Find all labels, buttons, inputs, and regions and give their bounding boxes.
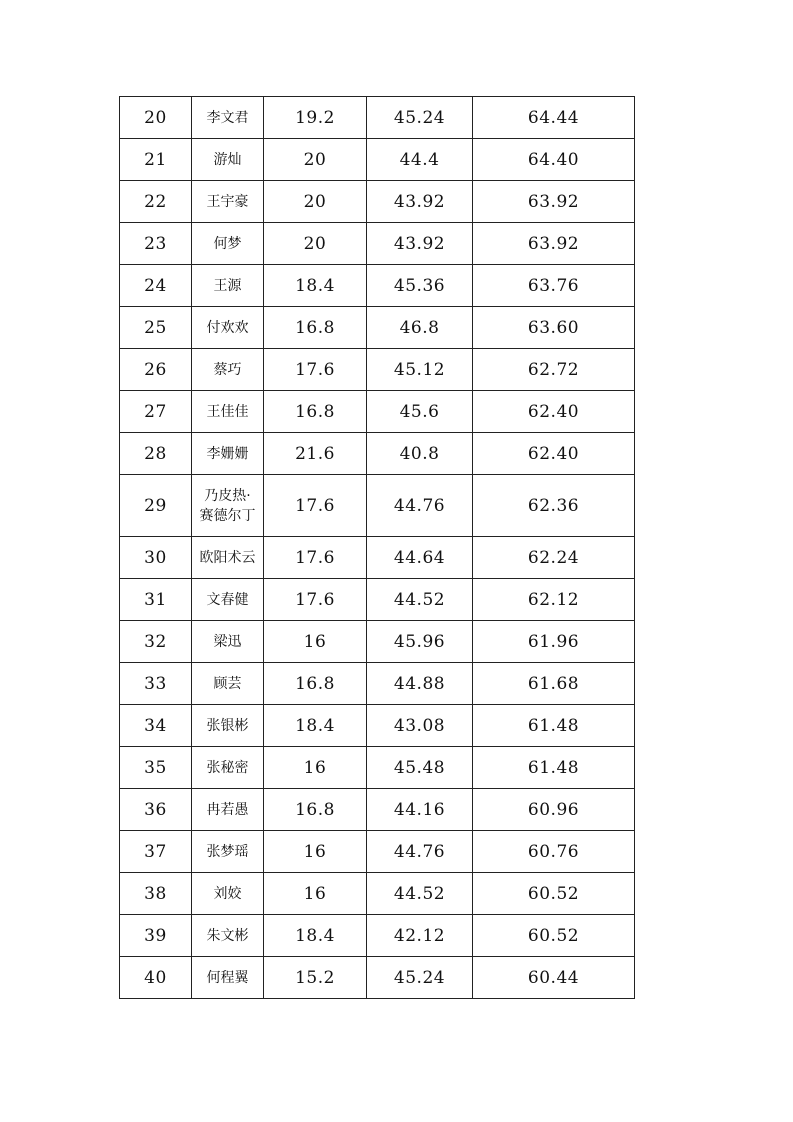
score-b-cell: 46.8 [367,307,473,349]
total-cell: 60.52 [473,873,635,915]
total-cell: 64.40 [473,139,635,181]
rank-cell: 31 [120,579,192,621]
score-a-cell: 16 [264,621,367,663]
table-row [120,97,635,139]
rank-cell: 36 [120,789,192,831]
name-cell: 付欢欢 [192,307,264,349]
score-a-cell: 21.6 [264,433,367,475]
rank-cell: 34 [120,705,192,747]
rank-cell: 29 [120,475,192,537]
rank-cell: 40 [120,957,192,999]
total-cell: 63.92 [473,223,635,265]
score-b-cell: 45.36 [367,265,473,307]
name-cell: 梁迅 [192,621,264,663]
score-b-cell: 43.92 [367,223,473,265]
table-row [120,579,635,621]
total-cell: 62.24 [473,537,635,579]
score-b-cell: 45.24 [367,97,473,139]
name-cell: 朱文彬 [192,915,264,957]
score-a-cell: 15.2 [264,957,367,999]
total-cell: 63.92 [473,181,635,223]
table-row [120,831,635,873]
total-cell: 62.40 [473,391,635,433]
score-a-cell: 17.6 [264,579,367,621]
name-cell: 冉若愚 [192,789,264,831]
name-cell: 游灿 [192,139,264,181]
table-row [120,181,635,223]
table-row [120,223,635,265]
score-b-cell: 45.6 [367,391,473,433]
total-cell: 60.76 [473,831,635,873]
name-cell: 刘姣 [192,873,264,915]
total-cell: 60.52 [473,915,635,957]
name-cell: 王宇豪 [192,181,264,223]
total-cell: 60.44 [473,957,635,999]
total-cell: 62.12 [473,579,635,621]
score-a-cell: 18.4 [264,705,367,747]
name-cell: 张银彬 [192,705,264,747]
score-b-cell: 42.12 [367,915,473,957]
name-cell: 张秘密 [192,747,264,789]
table-row [120,957,635,999]
score-a-cell: 16 [264,831,367,873]
rank-cell: 35 [120,747,192,789]
rank-cell: 21 [120,139,192,181]
score-a-cell: 16.8 [264,391,367,433]
score-b-cell: 44.52 [367,873,473,915]
table-row [120,265,635,307]
table-row [120,873,635,915]
name-cell: 欧阳术云 [192,537,264,579]
rank-cell: 24 [120,265,192,307]
total-cell: 62.40 [473,433,635,475]
total-cell: 64.44 [473,97,635,139]
score-a-cell: 16 [264,873,367,915]
table-row [120,349,635,391]
rank-cell: 28 [120,433,192,475]
rank-cell: 25 [120,307,192,349]
name-cell: 何梦 [192,223,264,265]
score-a-cell: 20 [264,181,367,223]
total-cell: 62.36 [473,475,635,537]
rank-cell: 20 [120,97,192,139]
table-row [120,391,635,433]
table-row [120,663,635,705]
name-cell: 王源 [192,265,264,307]
score-a-cell: 19.2 [264,97,367,139]
score-b-cell: 45.12 [367,349,473,391]
table-row [120,537,635,579]
score-b-cell: 44.16 [367,789,473,831]
name-cell: 张梦瑶 [192,831,264,873]
rank-cell: 27 [120,391,192,433]
table-row [120,747,635,789]
score-a-cell: 17.6 [264,475,367,537]
name-cell: 蔡巧 [192,349,264,391]
table-row [120,621,635,663]
rank-cell: 22 [120,181,192,223]
total-cell: 63.60 [473,307,635,349]
total-cell: 60.96 [473,789,635,831]
score-b-cell: 40.8 [367,433,473,475]
table-row [120,307,635,349]
score-a-cell: 20 [264,139,367,181]
total-cell: 62.72 [473,349,635,391]
name-cell: 何程翼 [192,957,264,999]
score-b-cell: 44.88 [367,663,473,705]
score-table [119,96,635,999]
table-row [120,139,635,181]
name-cell: 文春健 [192,579,264,621]
rank-cell: 39 [120,915,192,957]
score-a-cell: 17.6 [264,537,367,579]
total-cell: 61.96 [473,621,635,663]
score-a-cell: 16.8 [264,307,367,349]
score-b-cell: 44.4 [367,139,473,181]
score-b-cell: 45.24 [367,957,473,999]
name-cell: 顾芸 [192,663,264,705]
score-b-cell: 43.08 [367,705,473,747]
score-b-cell: 44.64 [367,537,473,579]
score-b-cell: 45.96 [367,621,473,663]
name-cell: 李文君 [192,97,264,139]
rank-cell: 30 [120,537,192,579]
table-row [120,915,635,957]
table-row [120,475,635,537]
total-cell: 61.48 [473,705,635,747]
score-b-cell: 43.92 [367,181,473,223]
table-row [120,705,635,747]
score-a-cell: 20 [264,223,367,265]
table-row [120,433,635,475]
score-b-cell: 44.76 [367,831,473,873]
total-cell: 61.68 [473,663,635,705]
name-cell: 乃皮热·赛德尔丁 [192,475,264,537]
rank-cell: 38 [120,873,192,915]
score-b-cell: 45.48 [367,747,473,789]
table-row [120,789,635,831]
total-cell: 63.76 [473,265,635,307]
score-a-cell: 17.6 [264,349,367,391]
rank-cell: 37 [120,831,192,873]
name-cell: 李姗姗 [192,433,264,475]
score-a-cell: 18.4 [264,265,367,307]
rank-cell: 33 [120,663,192,705]
score-a-cell: 16.8 [264,663,367,705]
rank-cell: 32 [120,621,192,663]
score-a-cell: 18.4 [264,915,367,957]
name-cell: 王佳佳 [192,391,264,433]
rank-cell: 23 [120,223,192,265]
score-a-cell: 16 [264,747,367,789]
total-cell: 61.48 [473,747,635,789]
rank-cell: 26 [120,349,192,391]
score-b-cell: 44.76 [367,475,473,537]
score-b-cell: 44.52 [367,579,473,621]
score-table-body [120,97,635,999]
score-a-cell: 16.8 [264,789,367,831]
